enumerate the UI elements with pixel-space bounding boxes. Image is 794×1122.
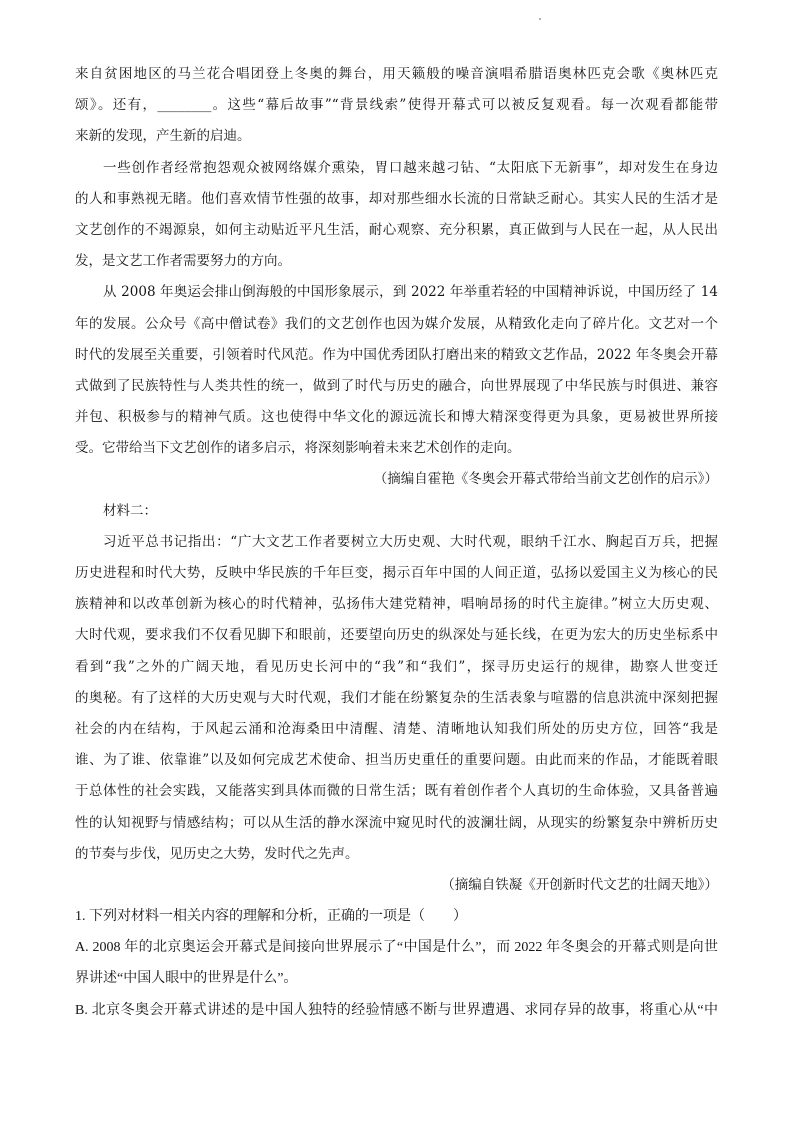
- material2-heading: 材料二：: [103, 502, 157, 519]
- scan-mark: [539, 18, 541, 20]
- text-line: 看到“我”之外的广阔天地，看见历史长河中的“我”和“我们”，探寻历史运行的规律，勘察人世变迁: [75, 658, 718, 675]
- option-b: [75, 995, 718, 1026]
- option-a: [75, 932, 718, 994]
- question-1: [75, 901, 718, 1026]
- text-line: 习近平总书记指出：“广大文艺工作者要树立大历史观、大时代观，眼纳千江水、胸起百万兵，把握: [103, 533, 718, 550]
- text-line: 受。它带给当下文艺创作的诸多启示，将深刻影响着未来艺术创作的走向。: [75, 440, 521, 457]
- text-line: 历史进程和时代大势，反映中华民族的千年巨变，揭示百年中国的人间正道，弘扬以爱国主义为核心的民: [75, 565, 718, 581]
- text-line: 来新的发现，产生新的启迪。: [75, 128, 251, 145]
- text-line: 社会的内在结构，于风起云涌和沧海桑田中清醒、清楚、清晰地认知我们所处的历史方位，回答“我是: [75, 720, 718, 737]
- text-line: 谁、为了谁、依靠谁”以及如何完成艺术使命、担当历史重任的重要问题。由此而来的作品，才能既着眼: [75, 752, 718, 769]
- text-line: 一些创作者经常抱怨观众被网络媒介熏染，胃口越来越刁钻、“太阳底下无新事”，却对发生在身边: [103, 159, 718, 176]
- text-line: 性的认知视野与情感结构；可以从生活的静水深流中窥见时代的波澜壮阔，从现实的纷繁复杂中辨析历史: [75, 814, 718, 831]
- option-a-line: 界讲述“中国人眼中的世界是什么”。: [75, 971, 298, 987]
- material2-source-citation: （摘编自铁凝《开创新时代文艺的壮阔天地》）: [441, 876, 718, 893]
- text-line: 颂》。还有，________。这些“幕后故事”“背景线索”使得开幕式可以被反复观看。每一次观看都能带: [75, 97, 718, 114]
- material1-source-citation: （摘编自霍艳《冬奥会开幕式带给当前文艺创作的启示》）: [373, 471, 718, 488]
- text-line: 式做到了民族特性与人类共性的统一，做到了时代与历史的融合，向世界展现了中华民族与时俱进、兼容: [75, 377, 718, 394]
- text-line: 的奥秘。有了这样的大历史观与大时代观，我们才能在纷繁复杂的生活表象与喧嚣的信息洪流中深刻把握: [75, 689, 718, 706]
- question-stem: 1. 下列对材料一相关内容的理解和分析，正确的一项是（ ）: [75, 909, 467, 925]
- option-a-line: A. 2008 年的北京奥运会开幕式是间接向世界展示了“中国是什么”，而 2022 年冬奥会的开幕式则是向世: [75, 940, 718, 956]
- text-line: 大时代观，要求我们不仅看见脚下和眼前，还要望向历史的纵深处与延长线，在更为宏大的历史坐标系中: [75, 627, 718, 644]
- material1-paragraph-1: [75, 59, 718, 153]
- text-line: 从 2008 年奥运会排山倒海般的中国形象展示，到 2022 年举重若轻的中国精神诉说，中国历经了 14: [103, 284, 718, 301]
- text-line: 时代的发展至关重要，引领着时代风范。作为中国优秀团队打磨出来的精致文艺作品，2022 年冬奥会开幕: [75, 346, 718, 363]
- text-line: 并包、积极参与的精神气质。这也使得中华文化的源远流长和博大精深变得更为具象，更易被世界所接: [75, 409, 718, 426]
- text-line: 族精神和以改革创新为核心的时代精神，弘扬伟大建党精神，唱响昂扬的时代主旋律。”树立大历史观、: [75, 596, 718, 613]
- text-line: 的节奏与步伐，见历史之大势，发时代之先声。: [75, 845, 359, 862]
- text-line: 来自贫困地区的马兰花合唱团登上冬奥的舞台，用天籁般的噪音演唱希腊语奥林匹克会歌《奥林匹克: [75, 66, 718, 82]
- text-line: 于总体性的社会实践，又能落实到具体而微的日常生活；既有着创作者个人真切的生命体验，又具备普遍: [75, 783, 718, 800]
- option-b-line: B. 北京冬奥会开幕式讲述的是中国人独特的经验情感不断与世界遭遇、求同存异的故事，将重心从“中: [75, 1002, 718, 1018]
- text-line: 文艺创作的不竭源泉，如何主动贴近平凡生活，耐心观察、充分积累，真正做到与人民在一起，从人民出: [75, 221, 718, 238]
- material1-paragraph-2: [75, 153, 718, 278]
- page-content: [75, 59, 718, 1026]
- material2-paragraph: [75, 527, 718, 870]
- text-line: 发，是文艺工作者需要努力的方向。: [75, 253, 291, 270]
- text-line: 的人和事熟视无睹。他们喜欢情节性强的故事，却对那些细水长流的日常缺乏耐心。其实人民的生活才是: [75, 190, 718, 207]
- text-line: 年的发展。公众号《高中僧试卷》我们的文艺创作也因为媒介发展，从精致化走向了碎片化。文艺对一个: [75, 315, 718, 332]
- material1-paragraph-3: [75, 277, 718, 464]
